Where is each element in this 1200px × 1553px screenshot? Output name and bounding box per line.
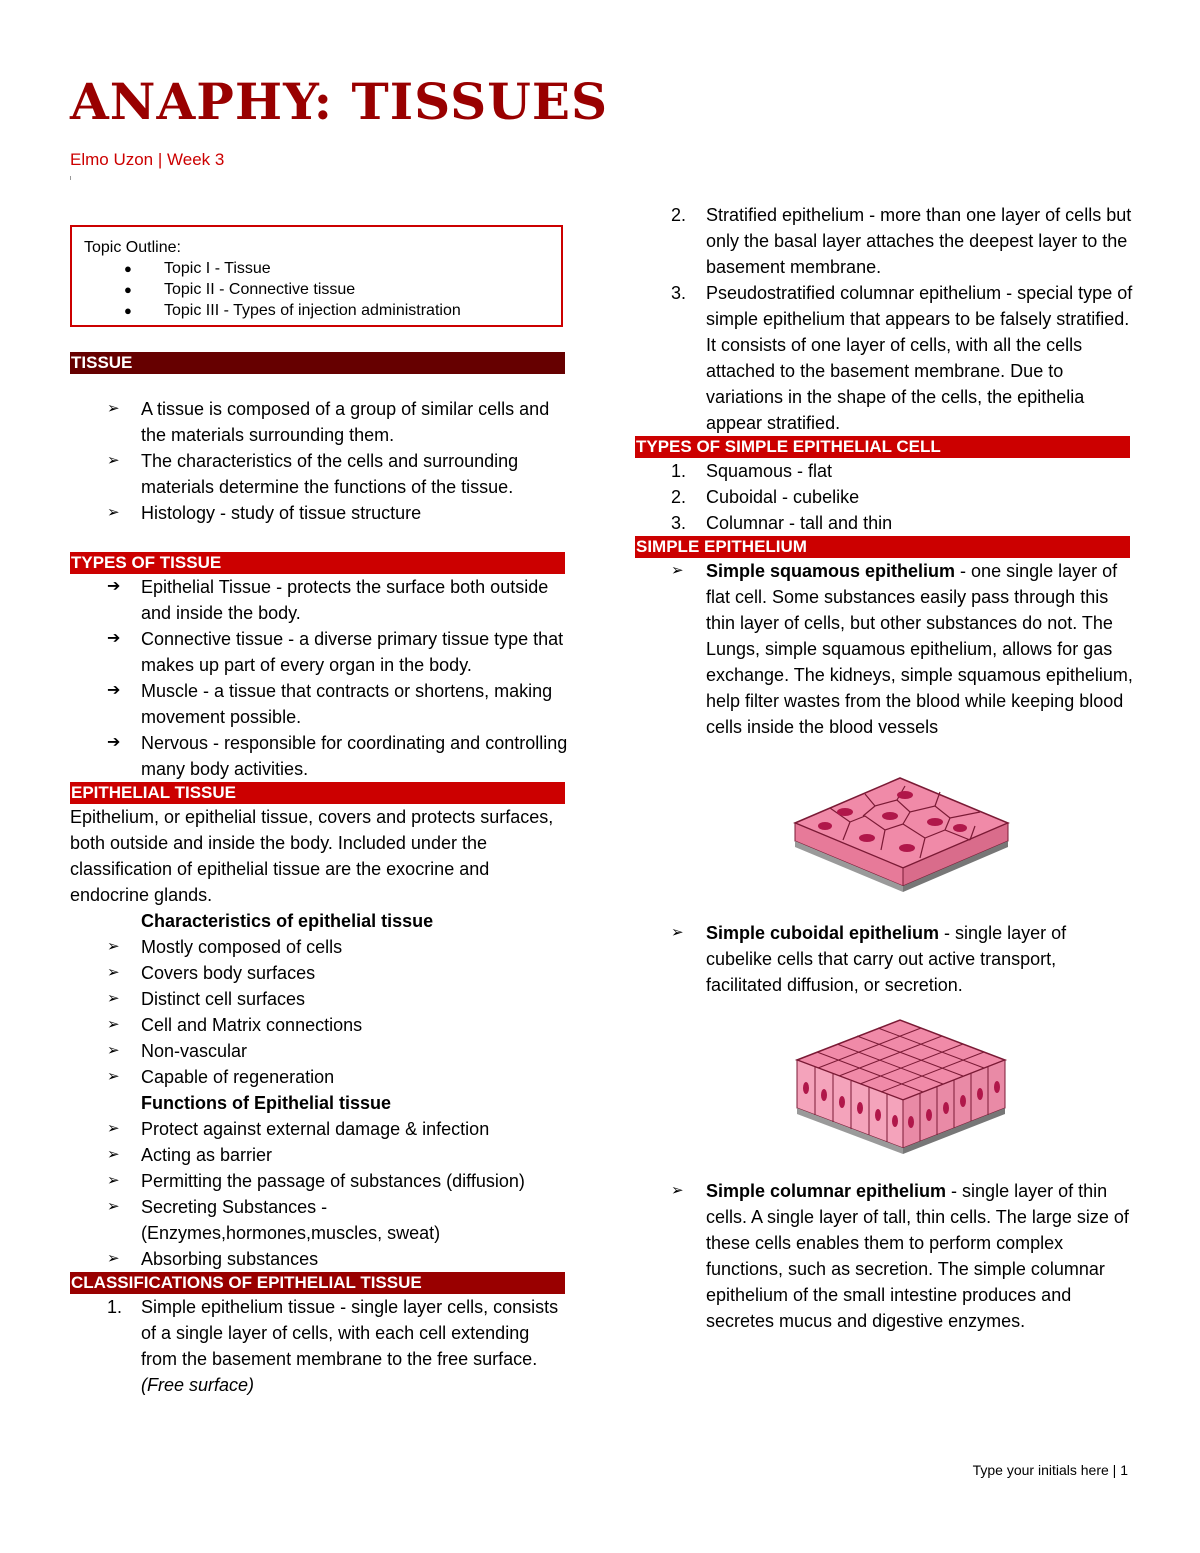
list-item: ➢ Covers body surfaces xyxy=(70,960,570,986)
list-item: ➢ Capable of regeneration xyxy=(70,1064,570,1090)
list-item: ➢ A tissue is composed of a group of similar cells and the materials surrounding them. xyxy=(70,396,570,448)
topic-outline-item: ● Topic I - Tissue xyxy=(84,258,549,279)
bullet-arrowhead-icon: ➢ xyxy=(107,990,120,1007)
section-header-simple-types: TYPES OF SIMPLE EPITHELIAL CELL xyxy=(635,436,1130,458)
bullet-arrowhead-icon: ➢ xyxy=(107,964,120,981)
page-title: ANAPHY: TISSUES xyxy=(70,72,609,131)
list-item: ➔ Nervous - responsible for coordinating and controlling many body activities. xyxy=(70,730,570,782)
list-item: ➢ Non-vascular xyxy=(70,1038,570,1064)
characteristics-title: Characteristics of epithelial tissue xyxy=(141,911,434,931)
list-item: ➢ The characteristics of the cells and surrounding materials determine the functions of the tissue. xyxy=(70,448,570,500)
topic-outline-label: Topic Outline: xyxy=(84,239,181,256)
topic-outline-box xyxy=(70,225,563,327)
list-item: ➢ Protect against external damage & infection xyxy=(70,1116,570,1142)
list-item: 2. Stratified epithelium - more than one layer of cells but only the basal layer attaches the deepest layer to the basement membrane. xyxy=(635,202,1135,280)
arrow-icon: ➔ xyxy=(107,578,121,595)
list-item: 3. Columnar - tall and thin xyxy=(635,510,1135,536)
list-item: ➢ Acting as barrier xyxy=(70,1142,570,1168)
section-header-tissue: TISSUE xyxy=(70,352,565,374)
section-header-epithelial-tissue: EPITHELIAL TISSUE xyxy=(70,782,565,804)
author-week: Elmo Uzon | Week 3 xyxy=(70,150,225,169)
list-item: ➢ Simple squamous epithelium - one single layer of flat cell. Some substances easily pass through this thin layer of cells, but other substances do not. The Lungs, simple squamous epithelium, allows for gas exchange. The kidneys, simple squamous epithelium, help filter wastes from the blood while keeping blood cells inside the blood vessels xyxy=(635,558,1135,740)
list-item: ➢ Simple cuboidal epithelium - single layer of cubelike cells that carry out active transport, facilitated diffusion, or secretion. xyxy=(635,920,1135,998)
bullet-arrowhead-icon: ➢ xyxy=(107,400,120,417)
bullet-arrowhead-icon: ➢ xyxy=(671,924,684,941)
list-item: 1. Simple epithelium tissue - single layer cells, consists of a single layer of cells, with each cell extending from the basement membrane to the free surface. (Free surface) xyxy=(70,1294,570,1398)
arrow-icon: ➔ xyxy=(107,630,121,647)
list-item: ➢ Simple columnar epithelium - single layer of thin cells. A single layer of tall, thin cells. The large size of these cells enables them to perform complex functions, such as secretion. The simple columnar epithelium of the small intestine produces and secretes mucus and digestive enzymes. xyxy=(635,1178,1135,1334)
functions-title: Functions of Epithelial tissue xyxy=(141,1093,392,1113)
squamous-epithelium-illustration xyxy=(635,740,1135,920)
bullet-arrowhead-icon: ➢ xyxy=(107,504,120,521)
bullet-arrowhead-icon: ➢ xyxy=(107,1146,120,1163)
list-item: 3. Pseudostratified columnar epithelium - special type of simple epithelium that appears to be falsely stratified. It consists of one layer of cells, with all the cells attached to the basement membrane. Due to variations in the shape of the cells, the epithelia appear stratified. xyxy=(635,280,1135,436)
left-column xyxy=(70,352,570,1398)
cursor-mark xyxy=(70,176,71,180)
list-item: ➢ Mostly composed of cells xyxy=(70,934,570,960)
bullet-arrowhead-icon: ➢ xyxy=(107,1120,120,1137)
epithelial-intro: Epithelium, or epithelial tissue, covers and protects surfaces, both outside and inside the body. Included under the classification of epithelial tissue are the exocrine and endocrine glands. xyxy=(70,807,554,905)
list-item: ➢ Secreting Substances - (Enzymes,hormones,muscles, sweat) xyxy=(70,1194,570,1246)
section-header-simple-epithelium: SIMPLE EPITHELIUM xyxy=(635,536,1130,558)
bullet-arrowhead-icon: ➢ xyxy=(107,1172,120,1189)
arrow-icon: ➔ xyxy=(107,734,121,751)
list-item: ➔ Epithelial Tissue - protects the surface both outside and inside the body. xyxy=(70,574,570,626)
list-number: 2. xyxy=(671,205,687,225)
list-item: ➔ Muscle - a tissue that contracts or shortens, making movement possible. xyxy=(70,678,570,730)
bullet-arrowhead-icon: ➢ xyxy=(107,1016,120,1033)
list-item: 2. Cuboidal - cubelike xyxy=(635,484,1135,510)
section-header-classifications: CLASSIFICATIONS OF EPITHELIAL TISSUE xyxy=(70,1272,565,1294)
bullet-arrowhead-icon: ➢ xyxy=(107,452,120,469)
bullet-arrowhead-icon: ➢ xyxy=(107,1250,120,1267)
list-item: ➢ Permitting the passage of substances (diffusion) xyxy=(70,1168,570,1194)
bullet-arrowhead-icon: ➢ xyxy=(671,1182,684,1199)
arrow-icon: ➔ xyxy=(107,682,121,699)
topic-outline-item: ● Topic II - Connective tissue xyxy=(84,279,549,300)
list-item: ➢ Cell and Matrix connections xyxy=(70,1012,570,1038)
list-item: ➢ Absorbing substances xyxy=(70,1246,570,1272)
list-number: 1. xyxy=(671,461,687,481)
bullet-arrowhead-icon: ➢ xyxy=(107,1198,120,1215)
bullet-arrowhead-icon: ➢ xyxy=(107,1042,120,1059)
list-number: 3. xyxy=(671,513,687,533)
list-item: ➔ Connective tissue - a diverse primary tissue type that makes up part of every organ in the body. xyxy=(70,626,570,678)
topic-outline-item: ● Topic III - Types of injection administration xyxy=(84,300,549,321)
bullet-arrowhead-icon: ➢ xyxy=(107,938,120,955)
bullet-arrowhead-icon: ➢ xyxy=(107,1068,120,1085)
topic-outline-list xyxy=(84,258,549,321)
list-item: 1. Squamous - flat xyxy=(635,458,1135,484)
list-number: 3. xyxy=(671,283,687,303)
right-column xyxy=(635,202,1135,1334)
list-number: 2. xyxy=(671,487,687,507)
cuboidal-epithelium-illustration xyxy=(635,998,1135,1178)
bullet-arrowhead-icon: ➢ xyxy=(671,562,684,579)
list-number: 1. xyxy=(107,1297,123,1317)
list-item: ➢ Distinct cell surfaces xyxy=(70,986,570,1012)
page-footer: Type your initials here | 1 xyxy=(972,1462,1128,1478)
list-item: ➢ Histology - study of tissue structure xyxy=(70,500,570,526)
section-header-types-of-tissue: TYPES OF TISSUE xyxy=(70,552,565,574)
